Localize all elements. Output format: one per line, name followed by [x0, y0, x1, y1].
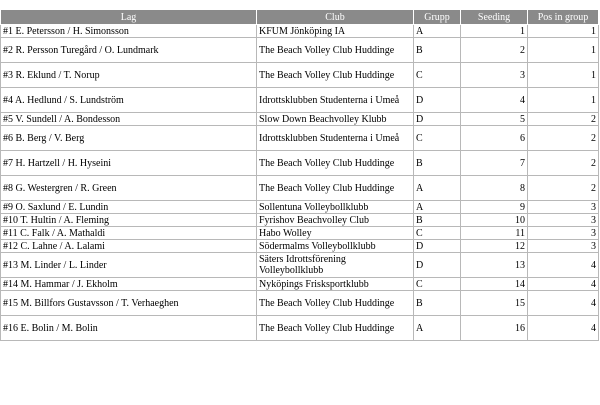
seeding-cell: 3 — [461, 63, 528, 88]
header-club: Club — [257, 10, 414, 25]
club-cell: Fyrishov Beachvolley Club — [257, 214, 414, 227]
table-row — [1, 291, 599, 316]
seeding-cell: 5 — [461, 113, 528, 126]
pos-in-group-cell: 4 — [528, 253, 599, 278]
pos-in-group-cell: 1 — [528, 63, 599, 88]
pos-in-group-cell: 4 — [528, 278, 599, 291]
seeding-cell: 8 — [461, 176, 528, 201]
seeding-cell: 14 — [461, 278, 528, 291]
seeding-cell: 16 — [461, 316, 528, 341]
pos-in-group-cell: 2 — [528, 176, 599, 201]
team-cell: #1 E. Petersson / H. Simonsson — [1, 25, 257, 38]
pos-in-group-cell: 1 — [528, 25, 599, 38]
group-cell: D — [414, 88, 461, 113]
club-cell: KFUM Jönköping IA — [257, 25, 414, 38]
table-row — [1, 126, 599, 151]
pos-in-group-cell: 1 — [528, 38, 599, 63]
club-cell: Idrottsklubben Studenterna i Umeå — [257, 88, 414, 113]
club-cell: Habo Wolley — [257, 227, 414, 240]
pos-in-group-cell: 2 — [528, 126, 599, 151]
seeding-cell: 9 — [461, 201, 528, 214]
table-row — [1, 227, 599, 240]
table-row — [1, 253, 599, 278]
group-cell: B — [414, 214, 461, 227]
group-cell: C — [414, 63, 461, 88]
pos-in-group-cell: 4 — [528, 316, 599, 341]
table-row — [1, 176, 599, 201]
table-row — [1, 316, 599, 341]
pos-in-group-cell: 2 — [528, 113, 599, 126]
seeding-cell: 7 — [461, 151, 528, 176]
club-cell: Slow Down Beachvolley Klubb — [257, 113, 414, 126]
seeding-cell: 2 — [461, 38, 528, 63]
club-cell: The Beach Volley Club Huddinge — [257, 38, 414, 63]
header-pos-in-group: Pos in group — [528, 10, 599, 25]
club-cell: The Beach Volley Club Huddinge — [257, 63, 414, 88]
team-cell: #13 M. Linder / L. Linder — [1, 253, 257, 278]
seeding-cell: 15 — [461, 291, 528, 316]
table-row — [1, 278, 599, 291]
group-cell: A — [414, 25, 461, 38]
header-seeding: Seeding — [461, 10, 528, 25]
seeding-cell: 4 — [461, 88, 528, 113]
team-cell: #5 V. Sundell / A. Bondesson — [1, 113, 257, 126]
table-row — [1, 240, 599, 253]
team-cell: #15 M. Billfors Gustavsson / T. Verhaeghen — [1, 291, 257, 316]
pos-in-group-cell: 3 — [528, 227, 599, 240]
team-cell: #7 H. Hartzell / H. Hyseini — [1, 151, 257, 176]
group-cell: C — [414, 227, 461, 240]
header-lag: Lag — [1, 10, 257, 25]
group-cell: D — [414, 113, 461, 126]
team-cell: #4 A. Hedlund / S. Lundström — [1, 88, 257, 113]
group-cell: A — [414, 316, 461, 341]
team-cell: #2 R. Persson Turegård / O. Lundmark — [1, 38, 257, 63]
table-row — [1, 151, 599, 176]
club-cell: The Beach Volley Club Huddinge — [257, 176, 414, 201]
seeding-cell: 13 — [461, 253, 528, 278]
club-cell: The Beach Volley Club Huddinge — [257, 291, 414, 316]
group-cell: B — [414, 291, 461, 316]
club-cell: Säters Idrottsförening Volleybollklubb — [257, 253, 414, 278]
team-cell: #12 C. Lahne / A. Lalami — [1, 240, 257, 253]
team-cell: #16 E. Bolin / M. Bolin — [1, 316, 257, 341]
club-cell: Idrottsklubben Studenterna i Umeå — [257, 126, 414, 151]
pos-in-group-cell: 4 — [528, 291, 599, 316]
team-cell: #8 G. Westergren / R. Green — [1, 176, 257, 201]
table-row — [1, 25, 599, 38]
header-grupp: Grupp — [414, 10, 461, 25]
group-cell: A — [414, 176, 461, 201]
club-cell: Södermalms Volleybollklubb — [257, 240, 414, 253]
seeding-cell: 1 — [461, 25, 528, 38]
seeding-cell: 11 — [461, 227, 528, 240]
team-cell: #9 O. Saxlund / E. Lundin — [1, 201, 257, 214]
team-cell: #14 M. Hammar / J. Ekholm — [1, 278, 257, 291]
seeding-cell: 10 — [461, 214, 528, 227]
group-cell: C — [414, 126, 461, 151]
seeding-cell: 6 — [461, 126, 528, 151]
club-cell: The Beach Volley Club Huddinge — [257, 151, 414, 176]
pos-in-group-cell: 2 — [528, 151, 599, 176]
team-cell: #3 R. Eklund / T. Norup — [1, 63, 257, 88]
team-cell: #6 B. Berg / V. Berg — [1, 126, 257, 151]
group-cell: C — [414, 278, 461, 291]
group-cell: A — [414, 201, 461, 214]
club-cell: Nyköpings Frisksportklubb — [257, 278, 414, 291]
group-cell: B — [414, 151, 461, 176]
table-row — [1, 63, 599, 88]
group-cell: D — [414, 253, 461, 278]
pos-in-group-cell: 3 — [528, 240, 599, 253]
club-cell: The Beach Volley Club Huddinge — [257, 316, 414, 341]
seeding-table — [0, 9, 599, 341]
pos-in-group-cell: 3 — [528, 214, 599, 227]
table-row — [1, 201, 599, 214]
table-row — [1, 38, 599, 63]
table-row — [1, 214, 599, 227]
table-body — [1, 25, 599, 341]
team-cell: #10 T. Hultin / A. Fleming — [1, 214, 257, 227]
pos-in-group-cell: 1 — [528, 88, 599, 113]
table-row — [1, 88, 599, 113]
table-row — [1, 113, 599, 126]
pos-in-group-cell: 3 — [528, 201, 599, 214]
group-cell: B — [414, 38, 461, 63]
club-cell: Sollentuna Volleybollklubb — [257, 201, 414, 214]
header-row — [1, 10, 599, 25]
seeding-cell: 12 — [461, 240, 528, 253]
team-cell: #11 C. Falk / A. Mathaldi — [1, 227, 257, 240]
group-cell: D — [414, 240, 461, 253]
